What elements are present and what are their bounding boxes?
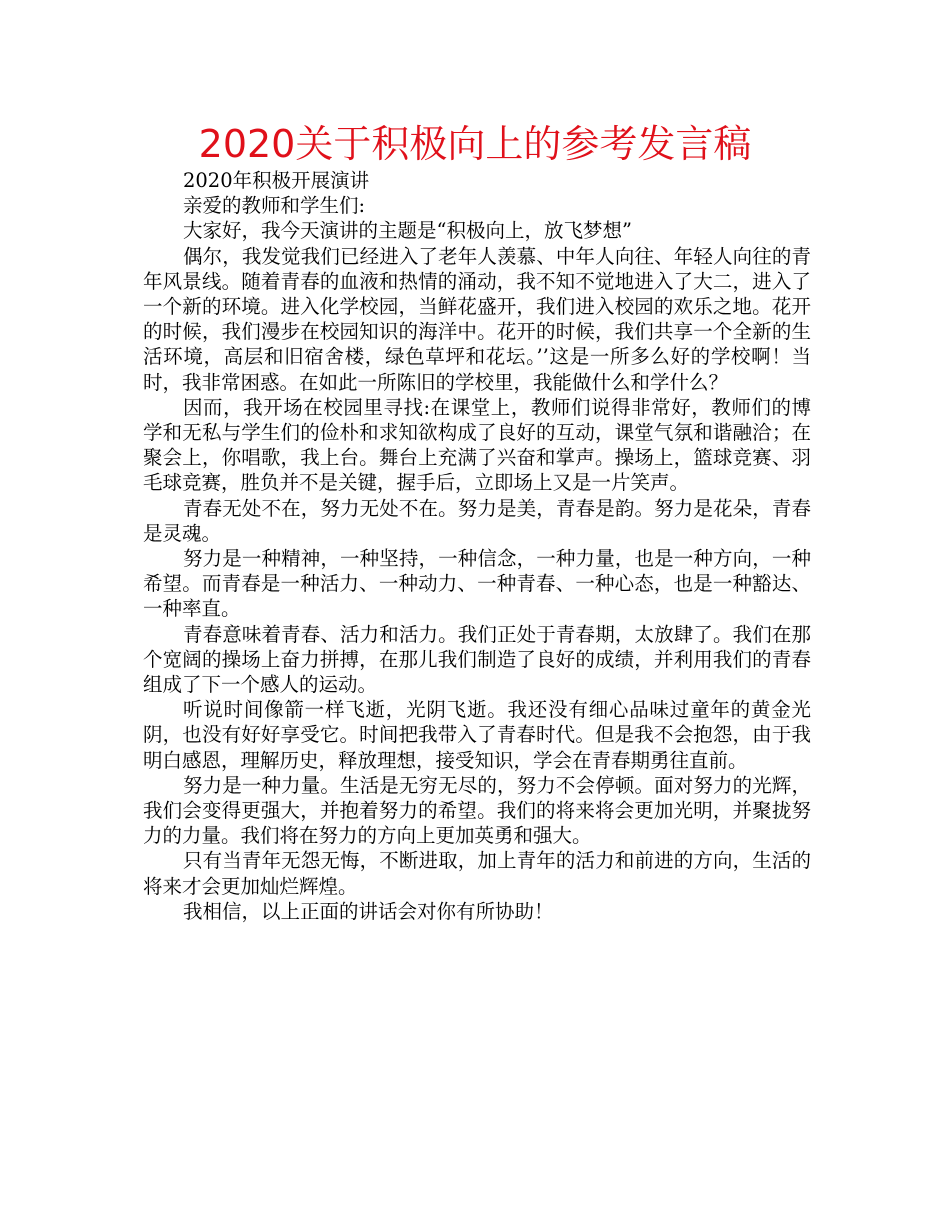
document-title: 2020关于积极向上的参考发言稿 xyxy=(198,122,752,166)
paragraph-closing: 我相信，以上正面的讲话会对你有所协助！ xyxy=(182,899,554,923)
paragraph: 只有当青年无怨无悔，不断进取，加上青年的活力和前进的方向，生活的将来才会更加灿烂辉煌。 xyxy=(143,849,811,898)
paragraph: 青春意味着青春、活力和活力。我们正处于青春期，太放肆了。我们在那个宽阔的操场上奋力拼搏，在那儿我们制造了良好的成绩，并利用我们的青春组成了下一个感人的运动。 xyxy=(143,622,811,697)
paragraph: 努力是一种力量。生活是无穷无尽的，努力不会停顿。面对努力的光辉，我们会变得更强大，并抱着努力的希望。我们的将来将会更加光明，并聚拢努力的力量。我们将在努力的方向上更加英勇和强大。 xyxy=(143,773,811,848)
paragraph: 因而，我开场在校园里寻找:在课堂上，教师们说得非常好，教师们的博学和无私与学生们的俭朴和求知欲构成了良好的互动，课堂气氛和谐融洽；在聚会上，你唱歌，我上台。舞台上充满了兴奋和掌声。操场上，篮球竞赛、羽毛球竞赛，胜负并不是关键，握手后，立即场上又是一片笑声。 xyxy=(143,395,811,495)
paragraph: 青春无处不在，努力无处不在。努力是美，青春是韵。努力是花朵，青春是灵魂。 xyxy=(143,496,811,545)
paragraph-opening: 大家好，我今天演讲的主题是“积极向上，放飞梦想” xyxy=(182,219,632,243)
paragraph-subtitle: 2020年积极开展演讲 xyxy=(182,169,370,192)
paragraph: 偶尔，我发觉我们已经进入了老年人羡慕、中年人向往、年轻人向往的青年风景线。随着青春的血液和热情的涌动，我不知不觉地进入了大二，进入了一个新的环境。进入化学校园，当鲜花盛开，我们进入校园的欢乐之地。花开的时候，我们漫步在校园知识的海洋中。花开的时候，我们共享一个全新的生活环境，高层和旧宿舍楼，绿色草坪和花坛。’’这是一所多么好的学校啊！当时，我非常困惑。在如此一所陈旧的学校里，我能做什么和学什么？ xyxy=(143,244,811,394)
paragraph-salutation: 亲爱的教师和学生们: xyxy=(182,194,366,218)
paragraph: 努力是一种精神，一种坚持，一种信念，一种力量，也是一种方向，一种希望。而青春是一种活力、一种动力、一种青春、一种心态，也是一种豁达、一种率直。 xyxy=(143,547,811,621)
paragraph: 听说时间像箭一样飞逝，光阴飞逝。我还没有细心品味过童年的黄金光阴，也没有好好享受它。时间把我带入了青春时代。但是我不会抱怨，由于我明白感恩，理解历史，释放理想，接受知识，学会在青春期勇往直前。 xyxy=(143,698,811,772)
document-body xyxy=(143,168,811,924)
